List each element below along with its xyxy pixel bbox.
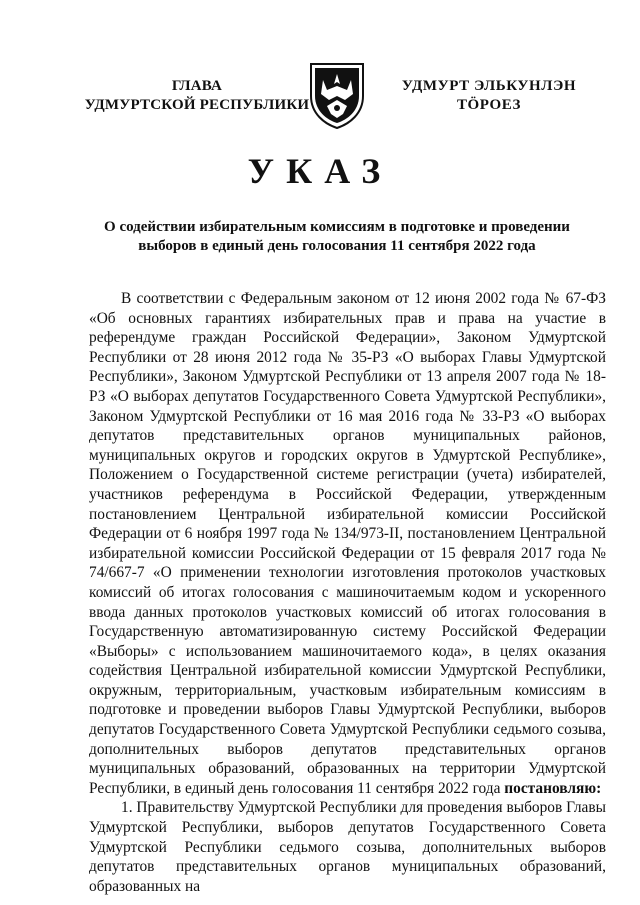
subtitle-line1: О содействии избирательным комиссиям в подготовке и проведении — [104, 219, 570, 235]
coat-of-arms-icon — [305, 60, 369, 130]
issuer-left-line2: УДМУРТСКОЙ РЕСПУБЛИКИ — [84, 97, 310, 113]
document-subtitle — [92, 218, 582, 256]
item-1-paragraph: 1. Правительству Удмуртской Республики для проведения выборов Главы Удмуртской Республики, выборов депутатов Государственного Совета Удмуртской Республики седьмого созыва, дополнительных выборов депутатов представительных органов муниципальных образований, образованных на — [89, 799, 606, 895]
preamble-paragraph — [89, 289, 606, 798]
issuer-right — [396, 77, 582, 115]
subtitle-line2: выборов в единый день голосования 11 сентября 2022 года — [138, 238, 536, 254]
preamble-text: В соответствии с Федеральным законом от 12 июня 2002 года № 67-ФЗ «Об основных гарантиях избирательных прав и права на участие в референдуме граждан Российской Федерации», Законом Удмуртской Республики от 28 июня 2012 года № 35-РЗ «О выборах Главы Удмуртской Республики», Законом Удмуртской Республики от 13 апреля 2007 года № 18-РЗ «О выборах депутатов Государственного Совета Удмуртской Республики», Законом Удмуртской Республики от 16 мая 2016 года № 33-РЗ «О выборах депутатов представительных органов муниципальных районов, муниципальных округов и городских округов в Удмуртской Республике», Положением о Государственной системе регистрации (учета) избирателей, участников референдума в Российской Федерации, утвержденным постановлением Центральной избирательной комиссии Российской Федерации от 6 ноября 1997 года № 134/973-II, постановлением Центральной избирательной комиссии Российской Федерации от 15 февраля 2017 года № 74/667-7 «О применении технологии изготовления протоколов участковых комиссий об итогах голосования с машиночитаемым кодом и ускоренного ввода данных протоколов участковых комиссий об итогах голосования в Государственную автоматизированную систему Российской Федерации «Выборы» с использованием машиночитаемого кода», в целях оказания содействия Центральной избирательной комиссии Удмуртской Республики, окружным, территориальным, участковым избирательным комиссиям в подготовке и проведении выборов Главы Удмуртской Республики, выборов депутатов Государственного Совета Удмуртской Республики седьмого созыва, дополнительных выборов депутатов представительных органов муниципальных образований, образованных на территории Удмуртской Республики, в единый день голосования 11 сентября 2022 года — [89, 290, 606, 797]
issuer-left — [82, 77, 312, 115]
issuer-right-line1: УДМУРТ ЭЛЬКУНЛЭН — [401, 78, 577, 94]
decree-word: постановляю: — [504, 779, 602, 797]
issuer-right-line2: ТӦРОЕЗ — [456, 97, 522, 113]
issuer-left-line1: ГЛАВА — [171, 78, 223, 94]
document-body — [89, 289, 606, 896]
document-title: УКАЗ — [247, 151, 393, 191]
